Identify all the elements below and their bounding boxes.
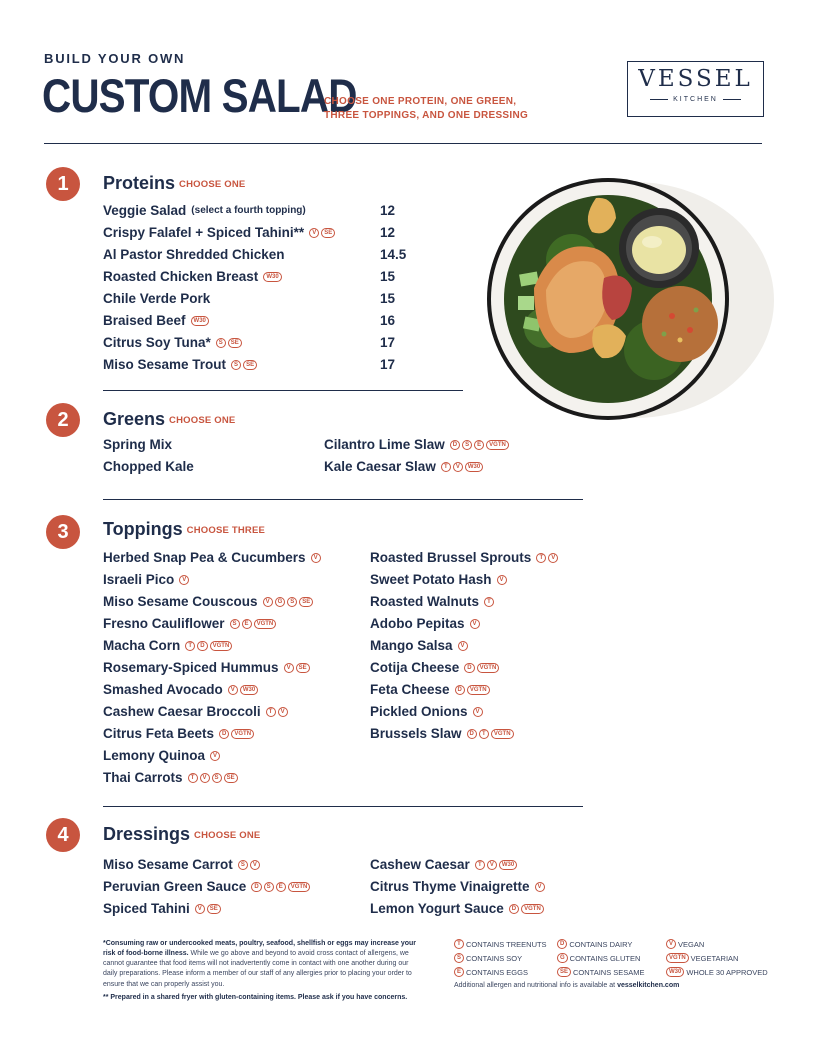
legend-label: CONTAINS SOY [466, 953, 523, 963]
allergen-tag-t: T [484, 597, 494, 607]
menu-item-name: Lemony Quinoa [103, 748, 206, 763]
allergen-tags [226, 685, 258, 695]
allergen-tag-v: V [179, 575, 189, 585]
menu-item [370, 879, 545, 894]
menu-item [103, 704, 288, 719]
allergen-tags [307, 228, 335, 238]
allergen-tag-w30: W30 [263, 272, 281, 282]
allergen-tags [264, 707, 288, 717]
menu-item [370, 550, 558, 565]
allergen-tags [261, 597, 314, 607]
allergen-tag-vgtn: VGTN [521, 904, 544, 914]
allergen-tag-vgtn: VGTN [477, 663, 500, 673]
page-title: CUSTOM SALAD [42, 69, 357, 122]
menu-item-name: Smashed Avocado [103, 682, 223, 697]
menu-item [103, 550, 321, 565]
menu-item-name: Lemon Yogurt Sauce [370, 901, 504, 916]
menu-item-name: Miso Sesame Couscous [103, 594, 258, 609]
menu-item-name: Al Pastor Shredded Chicken [103, 247, 285, 262]
allergen-tags [439, 462, 483, 472]
legend-label: CONTAINS DAIRY [569, 939, 633, 949]
allergen-tags [534, 553, 558, 563]
food-safety-notice [103, 939, 421, 990]
allergen-tag-w30: W30 [499, 860, 517, 870]
header-kicker: BUILD YOUR OWN [44, 51, 186, 66]
menu-item-name: Herbed Snap Pea & Cucumbers [103, 550, 306, 565]
allergen-tag-d: D [251, 882, 261, 892]
menu-item [103, 203, 306, 218]
allergen-tags [189, 316, 209, 326]
menu-item-name: Cashew Caesar [370, 857, 470, 872]
allergen-tag-v: V [228, 685, 238, 695]
allergen-tag-vgtn: VGTN [486, 440, 509, 450]
menu-item [103, 225, 335, 240]
logo-main-text: VESSEL [638, 66, 753, 92]
allergen-tags [482, 597, 494, 607]
menu-item-name: Citrus Feta Beets [103, 726, 215, 741]
food-safety-bold: *Consuming raw or undercooked meats, poultry, seafood, shellfish or eggs may increase your risk of food-borne illness. [103, 940, 417, 958]
section-title-dressings [103, 824, 260, 845]
section-number-badge: 1 [46, 167, 80, 201]
allergen-tag-vgtn: VGTN [467, 685, 490, 695]
legend-label: VEGETARIAN [690, 953, 739, 963]
allergen-tag-t: T [479, 729, 489, 739]
allergen-tag-t: T [185, 641, 195, 651]
allergen-tags [473, 860, 517, 870]
menu-item-name: Roasted Walnuts [370, 594, 480, 609]
allergen-tag-g: G [275, 597, 286, 607]
allergen-tag-se: SE [321, 228, 335, 238]
allergen-tag-vgtn: VGTN [210, 641, 233, 651]
menu-item-name: Peruvian Green Sauce [103, 879, 247, 894]
menu-item-name: Cilantro Lime Slaw [324, 437, 445, 452]
legend-label: WHOLE 30 APPROVED [686, 967, 768, 977]
logo-sub-text [628, 96, 763, 103]
legend-entry [557, 953, 640, 963]
allergen-tag-d: D [509, 904, 519, 914]
allergen-tag-w30: W30 [240, 685, 258, 695]
allergen-tags [249, 882, 310, 892]
allergen-tag-e: E [242, 619, 252, 629]
legend-entry [666, 953, 738, 963]
greens-divider [103, 499, 583, 500]
menu-item [324, 437, 509, 452]
menu-item [103, 857, 260, 872]
fryer-note [103, 993, 443, 1003]
menu-item-name: Veggie Salad [103, 203, 187, 218]
allergen-tag-se: SE [224, 773, 238, 783]
menu-item-note: (select a fourth topping) [191, 205, 306, 216]
allergen-tags [236, 860, 260, 870]
allergen-tag-vgtn: VGTN [666, 953, 689, 963]
menu-item-name: Mango Salsa [370, 638, 453, 653]
allergen-tags [462, 663, 499, 673]
menu-item [103, 748, 220, 763]
allergen-tag-vgtn: VGTN [254, 619, 277, 629]
allergen-tags [228, 619, 277, 629]
menu-item-name: Adobo Pepitas [370, 616, 465, 631]
choose-note: CHOOSE ONE [179, 179, 246, 190]
allergen-tags [465, 729, 514, 739]
allergen-tag-s: S [238, 860, 248, 870]
menu-item-price: 12 [380, 225, 396, 240]
menu-item [103, 291, 210, 306]
menu-item-name: Spiced Tahini [103, 901, 190, 916]
section-number-badge: 2 [46, 403, 80, 437]
allergen-tags [448, 440, 509, 450]
allergen-tag-t: T [441, 462, 451, 472]
menu-item-name: Chile Verde Pork [103, 291, 211, 306]
allergen-tag-d: D [455, 685, 465, 695]
allergen-tags [217, 729, 254, 739]
menu-item-name: Miso Sesame Carrot [103, 857, 233, 872]
menu-item-name: Pickled Onions [370, 704, 468, 719]
menu-item [103, 437, 172, 452]
allergen-tag-v: V [250, 860, 260, 870]
allergen-tag-d: D [450, 440, 460, 450]
website-link[interactable]: vesselkitchen.com [617, 982, 680, 989]
menu-item-name: Citrus Soy Tuna* [103, 335, 211, 350]
allergen-tag-v: V [453, 462, 463, 472]
section-number-badge: 4 [46, 818, 80, 852]
allergen-tags [183, 641, 232, 651]
allergen-tag-w30: W30 [666, 967, 684, 977]
allergen-tag-v: V [263, 597, 273, 607]
allergen-tag-d: D [464, 663, 474, 673]
allergen-tag-s: S [231, 360, 241, 370]
allergen-tags [186, 773, 238, 783]
allergen-tag-g: G [557, 953, 568, 963]
allergen-tags [309, 553, 321, 563]
section-title-text: Dressings [103, 824, 191, 844]
allergen-tag-se: SE [296, 663, 310, 673]
legend-entry [454, 953, 522, 963]
menu-item [103, 459, 194, 474]
vessel-kitchen-logo [627, 61, 764, 117]
allergen-tags [495, 575, 507, 585]
allergen-tags [533, 882, 545, 892]
menu-item-name: Brussels Slaw [370, 726, 462, 741]
allergen-tag-v: V [487, 860, 497, 870]
menu-item [370, 704, 483, 719]
allergen-tag-v: V [470, 619, 480, 629]
fryer-note-text: ** Prepared in a shared fryer with gluten-containing items. Please ask if you have concerns. [103, 994, 408, 1001]
allergen-tag-v: V [473, 707, 483, 717]
allergen-tag-s: S [212, 773, 222, 783]
menu-item-name: Chopped Kale [103, 459, 194, 474]
allergen-tag-se: SE [243, 360, 257, 370]
section-title-text: Toppings [103, 519, 183, 539]
menu-item-name: Crispy Falafel + Spiced Tahini** [103, 225, 305, 240]
legend-entry [666, 939, 704, 949]
instructions-line-1: CHOOSE ONE PROTEIN, ONE GREEN, [324, 96, 517, 107]
allergen-tag-v: V [535, 882, 545, 892]
menu-item-price: 16 [380, 313, 396, 328]
additional-info-text: Additional allergen and nutritional info is available at [454, 982, 618, 989]
allergen-tag-t: T [475, 860, 485, 870]
additional-info [454, 981, 774, 991]
section-number-badge: 3 [46, 515, 80, 549]
allergen-tag-se: SE [557, 967, 571, 977]
allergen-tag-w30: W30 [191, 316, 209, 326]
allergen-tags [453, 685, 490, 695]
allergen-tag-d: D [197, 641, 207, 651]
section-title-proteins [103, 173, 245, 194]
allergen-tag-t: T [266, 707, 276, 717]
allergen-tags [456, 641, 468, 651]
allergen-tag-vgtn: VGTN [231, 729, 254, 739]
allergen-tag-s: S [264, 882, 274, 892]
legend-entry [557, 967, 645, 977]
menu-item [103, 572, 189, 587]
menu-item [103, 638, 232, 653]
legend-entry [454, 967, 528, 977]
allergen-tag-se: SE [228, 338, 242, 348]
menu-item-name: Spring Mix [103, 437, 173, 452]
allergen-tag-vgtn: VGTN [491, 729, 514, 739]
allergen-tags [471, 707, 483, 717]
allergen-tags [177, 575, 189, 585]
menu-item-price: 15 [380, 269, 396, 284]
allergen-tags [282, 663, 310, 673]
menu-item-price: 17 [380, 357, 396, 372]
allergen-tag-v: V [497, 575, 507, 585]
allergen-tag-s: S [216, 338, 226, 348]
allergen-tags [507, 904, 544, 914]
allergen-tag-w30: W30 [465, 462, 483, 472]
menu-item [370, 660, 499, 675]
proteins-divider [103, 390, 463, 391]
menu-item-name: Cashew Caesar Broccoli [103, 704, 261, 719]
menu-item-name: Citrus Thyme Vinaigrette [370, 879, 530, 894]
menu-item [370, 572, 507, 587]
menu-item [103, 726, 254, 741]
allergen-tag-e: E [276, 882, 286, 892]
menu-item [103, 335, 242, 350]
allergen-tag-s: S [462, 440, 472, 450]
allergen-tags [193, 904, 221, 914]
allergen-tag-d: D [557, 939, 567, 949]
allergen-tag-s: S [230, 619, 240, 629]
menu-item [103, 660, 310, 675]
menu-item-name: Miso Sesame Trout [103, 357, 227, 372]
section-title-text: Greens [103, 409, 166, 429]
allergen-tag-se: SE [207, 904, 221, 914]
menu-item [103, 682, 258, 697]
choose-note: CHOOSE ONE [194, 830, 261, 841]
legend-label: CONTAINS TREENUTS [466, 939, 547, 949]
allergen-tag-s: S [287, 597, 297, 607]
menu-item-price: 17 [380, 335, 396, 350]
menu-item-name: Braised Beef [103, 313, 186, 328]
menu-item [370, 901, 544, 916]
menu-item [370, 682, 490, 697]
allergen-tag-v: V [195, 904, 205, 914]
toppings-divider [103, 806, 583, 807]
menu-item [103, 594, 313, 609]
section-title-text: Proteins [103, 173, 176, 193]
menu-item [370, 857, 517, 872]
allergen-tag-d: D [219, 729, 229, 739]
allergen-tag-v: V [548, 553, 558, 563]
menu-item-price: 15 [380, 291, 396, 306]
menu-item-name: Israeli Pico [103, 572, 175, 587]
allergen-tag-v: V [309, 228, 319, 238]
menu-item-price: 12 [380, 203, 396, 218]
menu-item [103, 313, 209, 328]
menu-item-name: Macha Corn [103, 638, 181, 653]
allergen-tag-v: V [458, 641, 468, 651]
allergen-tag-v: V [666, 939, 676, 949]
allergen-tag-t: T [536, 553, 546, 563]
legend-label: CONTAINS EGGS [466, 967, 528, 977]
allergen-tag-v: V [210, 751, 220, 761]
menu-item-name: Fresno Cauliflower [103, 616, 225, 631]
menu-item [370, 594, 494, 609]
menu-item [370, 638, 468, 653]
legend-entry [666, 967, 768, 977]
section-title-toppings [103, 519, 265, 540]
legend-entry [454, 939, 547, 949]
menu-item [370, 616, 480, 631]
menu-item-name: Sweet Potato Hash [370, 572, 492, 587]
menu-item [103, 901, 221, 916]
menu-item-name: Rosemary-Spiced Hummus [103, 660, 279, 675]
allergen-tag-vgtn: VGTN [288, 882, 311, 892]
menu-item [103, 357, 257, 372]
allergen-tag-v: V [284, 663, 294, 673]
menu-item-name: Feta Cheese [370, 682, 450, 697]
header-divider [44, 143, 762, 144]
menu-item [103, 269, 282, 284]
allergen-tag-t: T [454, 939, 464, 949]
allergen-tag-s: S [454, 953, 464, 963]
menu-item-name: Kale Caesar Slaw [324, 459, 436, 474]
menu-item-name: Cotija Cheese [370, 660, 460, 675]
salad-bowl-image [484, 178, 774, 422]
legend-label: CONTAINS GLUTEN [569, 953, 641, 963]
menu-item [324, 459, 483, 474]
allergen-tag-e: E [474, 440, 484, 450]
menu-item-name: Roasted Chicken Breast [103, 269, 259, 284]
menu-item [103, 247, 285, 262]
allergen-tag-v: V [311, 553, 321, 563]
allergen-tag-se: SE [299, 597, 313, 607]
instructions-line-2: THREE TOPPINGS, AND ONE DRESSING [324, 110, 529, 121]
allergen-tag-d: D [467, 729, 477, 739]
menu-item [103, 616, 276, 631]
menu-item-price: 14.5 [380, 247, 407, 262]
choose-note: CHOOSE ONE [169, 415, 236, 426]
logo-sub-label: KITCHEN [673, 96, 718, 103]
legend-label: VEGAN [678, 939, 705, 949]
menu-item [370, 726, 514, 741]
menu-item [103, 770, 238, 785]
choose-note: CHOOSE THREE [186, 525, 266, 536]
allergen-tag-e: E [454, 967, 464, 977]
menu-item [103, 879, 310, 894]
menu-item-name: Thai Carrots [103, 770, 183, 785]
legend-label: CONTAINS SESAME [573, 967, 645, 977]
allergen-tag-v: V [200, 773, 210, 783]
menu-item-name: Roasted Brussel Sprouts [370, 550, 532, 565]
allergen-tag-t: T [188, 773, 198, 783]
legend-entry [557, 939, 632, 949]
allergen-tags [261, 272, 281, 282]
allergen-tags [468, 619, 480, 629]
allergen-tags [214, 338, 242, 348]
allergen-tags [208, 751, 220, 761]
allergen-tags [229, 360, 257, 370]
food-safety-text: While we go above and beyond to avoid cross contact of allergens, we cannot guarantee that food items will not inadvertently come in contact with one another during our daily preparations. Please inform a member of our staff of any allergies prior to placing your order to ensure that we can properly assist you. [103, 950, 412, 988]
section-title-greens [103, 409, 235, 430]
allergen-tag-v: V [278, 707, 288, 717]
